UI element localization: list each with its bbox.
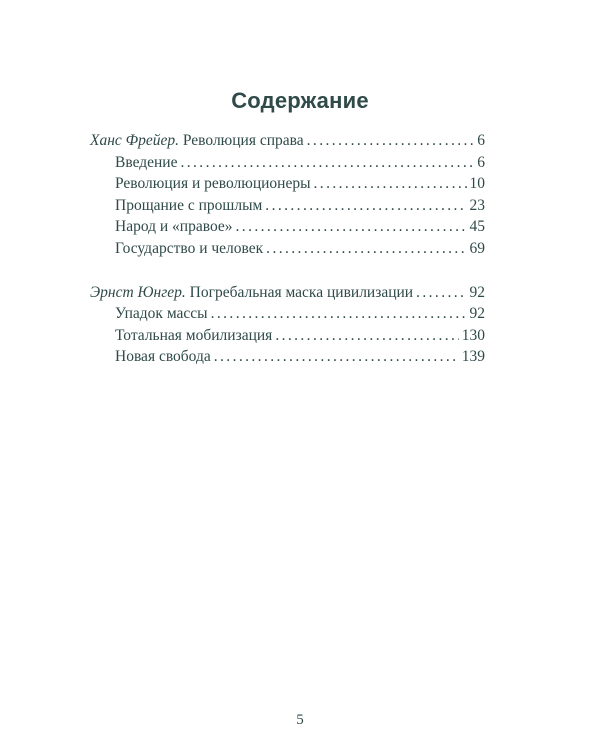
toc-entry[interactable]: [90, 130, 485, 152]
toc-subentry-label: Упадок массы: [115, 305, 208, 323]
toc-section-junger: [90, 282, 485, 368]
toc-entry-label: [90, 282, 413, 304]
toc-subentry-page: 23: [469, 196, 485, 214]
toc-subentry-label: Государство и человек: [115, 239, 264, 257]
toc-subentry[interactable]: [90, 195, 485, 217]
toc-subentry-page: 69: [469, 239, 485, 257]
toc-subentry-label: Введение: [115, 153, 178, 171]
toc-subentry[interactable]: [90, 303, 485, 325]
toc-subentry-label: Революция и революционеры: [115, 175, 311, 193]
toc-subentry[interactable]: [90, 238, 485, 260]
toc-entry-title: Погребальная маска цивилизации: [189, 283, 414, 301]
toc-section-freyer: [90, 130, 485, 260]
toc-subentry-label: Прощание с прошлым: [115, 196, 263, 214]
toc-subentry-label: Тотальная мобилизация: [115, 326, 273, 344]
dot-leader: [314, 173, 467, 195]
toc-subentry-label: Народ и «правое»: [115, 218, 233, 236]
toc-subentry-page: 92: [469, 305, 485, 323]
toc-subentry[interactable]: [90, 152, 485, 174]
dot-leader: [266, 238, 466, 260]
toc-subentry[interactable]: [90, 216, 485, 238]
toc-subentry[interactable]: [90, 346, 485, 368]
dot-leader: [275, 325, 458, 347]
dot-leader: [265, 195, 466, 217]
toc-subentry-page: 130: [461, 326, 485, 344]
toc-entry-label: [90, 130, 304, 152]
page-number: 5: [296, 712, 304, 728]
toc-subentry-label: Новая свобода: [115, 348, 211, 366]
toc-subentry[interactable]: [90, 173, 485, 195]
dot-leader: [236, 216, 467, 238]
toc-entry-page: 6: [477, 132, 485, 149]
page-title: Содержание: [231, 88, 369, 113]
dot-leader: [211, 303, 467, 325]
toc-subentry-page: 139: [461, 348, 485, 366]
toc-subentry-page: 45: [469, 218, 485, 236]
toc-entry-title: Революция справа: [182, 132, 304, 149]
dot-leader: [307, 130, 475, 152]
toc-subentry-page: 10: [469, 175, 485, 193]
dot-leader: [416, 282, 466, 304]
toc-entry-author: Ханс Фрейер.: [90, 132, 180, 149]
toc-entry[interactable]: [90, 282, 485, 304]
toc-entry-page: 92: [469, 283, 485, 301]
toc-entry-author: Эрнст Юнгер.: [90, 283, 186, 301]
dot-leader: [214, 346, 459, 368]
table-of-contents: [90, 130, 485, 368]
dot-leader: [180, 152, 474, 174]
toc-subentry-page: 6: [477, 153, 485, 171]
toc-subentry[interactable]: [90, 325, 485, 347]
